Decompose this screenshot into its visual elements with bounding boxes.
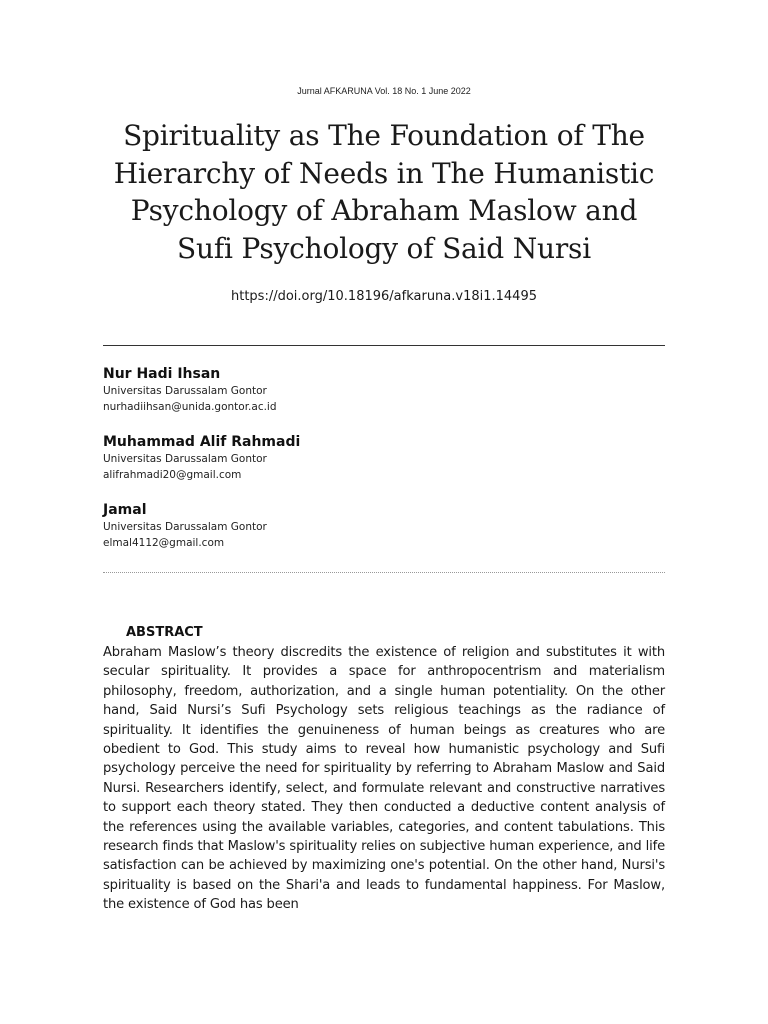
header-divider — [103, 345, 665, 346]
title-line: Psychology of Abraham Maslow and — [130, 194, 638, 227]
paper-title — [84, 117, 684, 267]
author-block — [103, 365, 665, 415]
author-list — [103, 365, 665, 569]
title-line: Spirituality as The Foundation of The — [123, 119, 645, 152]
doi-link[interactable]: https://doi.org/10.18196/afkaruna.v18i1.14495 — [231, 289, 537, 304]
abstract-text: Abraham Maslow’s theory discredits the existence of religion and substitutes it with secular spirituality. It provides a space for anthropocentrism and materialism philosophy, freedom, authorization, and a single human potentiality. On the other hand, Said Nursi’s Sufi Psychology sets religious teachings as the radiance of spirituality. It identifies the genuineness of human beings as creatures who are obedient to God. This study aims to reveal how humanistic psychology and Sufi psychology perceive the need for spirituality by referring to Abraham Maslow and Said Nursi. Researchers identify, select, and formulate relevant and constructive narratives to support each theory stated. They then conducted a deductive content analysis of the references using the available variables, categories, and content tabulations. This research finds that Maslow's spirituality relies on subjective human experience, and life satisfaction can be achieved by maximizing one's potential. On the other hand, Nursi's spirituality is based on the Shari'a and leads to fundamental happiness. For Maslow, the existence of God has been — [103, 645, 665, 913]
author-affiliation: Universitas Darussalam Gontor — [103, 521, 267, 533]
author-email[interactable]: alifrahmadi20@gmail.com — [103, 469, 242, 481]
title-line: Hierarchy of Needs in The Humanistic — [113, 156, 655, 190]
author-name: Nur Hadi Ihsan — [103, 366, 221, 382]
author-name: Muhammad Alif Rahmadi — [103, 434, 301, 450]
author-email[interactable]: nurhadiihsan@unida.gontor.ac.id — [103, 401, 277, 413]
abstract-heading: ABSTRACT — [126, 625, 203, 640]
author-name: Jamal — [103, 502, 147, 518]
journal-header: Jurnal AFKARUNA Vol. 18 No. 1 June 2022 — [297, 86, 471, 96]
author-affiliation: Universitas Darussalam Gontor — [103, 385, 267, 397]
title-line: Sufi Psychology of Said Nursi — [177, 231, 591, 265]
author-block — [103, 433, 665, 483]
author-block — [103, 501, 665, 551]
author-email[interactable]: elmal4112@gmail.com — [103, 537, 225, 549]
dotted-divider — [103, 572, 665, 573]
author-affiliation: Universitas Darussalam Gontor — [103, 453, 267, 465]
